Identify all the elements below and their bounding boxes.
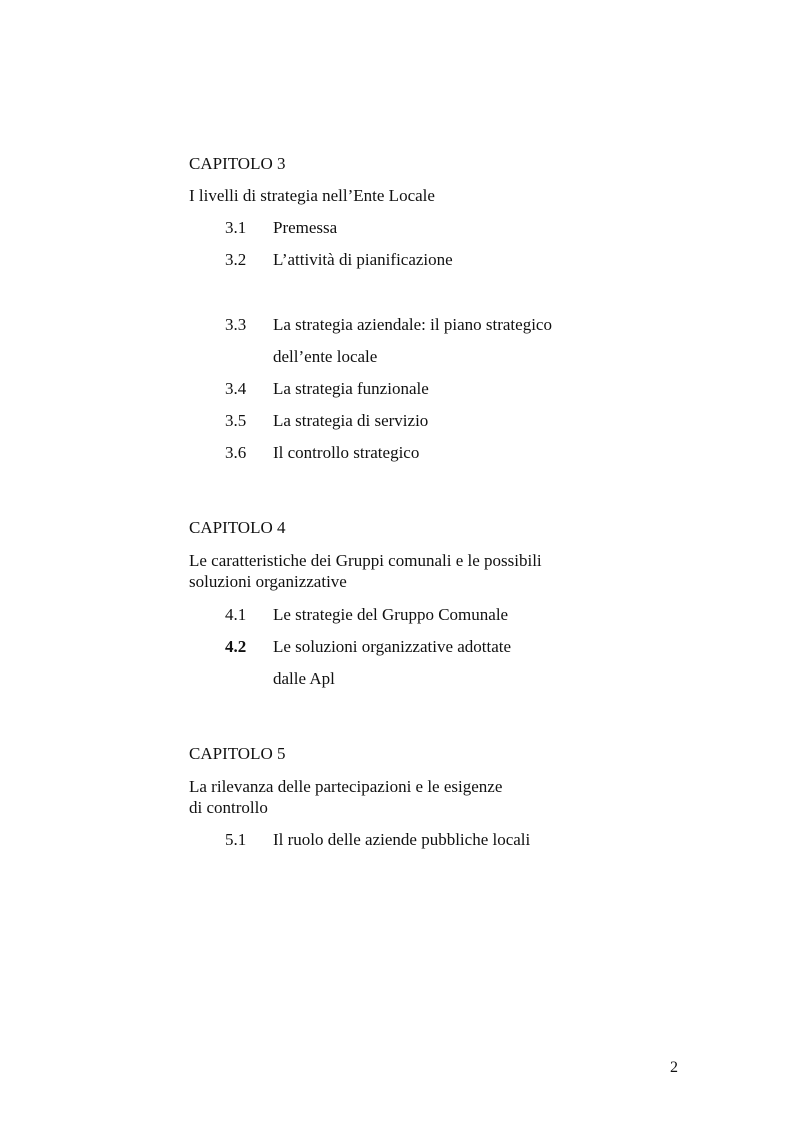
section-3-4-number: 3.4 — [225, 379, 247, 398]
section-5-1-title: Il ruolo delle aziende pubbliche locali — [273, 830, 531, 849]
section-4-2-title-cont: dalle Apl — [273, 669, 335, 688]
section-4-1-title: Le strategie del Gruppo Comunale — [273, 605, 509, 624]
section-3-5-title: La strategia di servizio — [273, 411, 429, 430]
chapter-3-label: CAPITOLO 3 — [189, 154, 286, 173]
section-3-3-title-cont: dell’ente locale — [273, 347, 378, 366]
section-3-3-title: La strategia aziendale: il piano strategico — [273, 315, 552, 334]
page-number: 2 — [670, 1059, 678, 1076]
section-3-1-number: 3.1 — [225, 218, 247, 237]
section-3-5-number: 3.5 — [225, 411, 247, 430]
chapter-5-title: La rilevanza delle partecipazioni e le esigenze — [189, 777, 503, 796]
chapter-5-title-cont: di controllo — [189, 798, 268, 817]
section-4-1-number: 4.1 — [225, 605, 247, 624]
section-3-3-number: 3.3 — [225, 315, 247, 334]
section-4-2-title: Le soluzioni organizzative adottate — [273, 637, 512, 656]
section-3-6-title: Il controllo strategico — [273, 443, 420, 462]
section-5-1-number: 5.1 — [225, 830, 247, 849]
chapter-4-title-cont: soluzioni organizzative — [189, 572, 347, 591]
section-3-1-title: Premessa — [273, 218, 338, 237]
chapter-4-title: Le caratteristiche dei Gruppi comunali e le possibili — [189, 551, 542, 570]
chapter-3-title: I livelli di strategia nell’Ente Locale — [189, 186, 435, 205]
section-3-2-title: L’attività di pianificazione — [273, 250, 453, 269]
section-4-2-number: 4.2 — [225, 637, 247, 656]
chapter-5-label: CAPITOLO 5 — [189, 744, 286, 763]
section-3-6-number: 3.6 — [225, 443, 247, 462]
section-3-2-number: 3.2 — [225, 250, 247, 269]
section-3-4-title: La strategia funzionale — [273, 379, 429, 398]
chapter-4-label: CAPITOLO 4 — [189, 518, 286, 537]
